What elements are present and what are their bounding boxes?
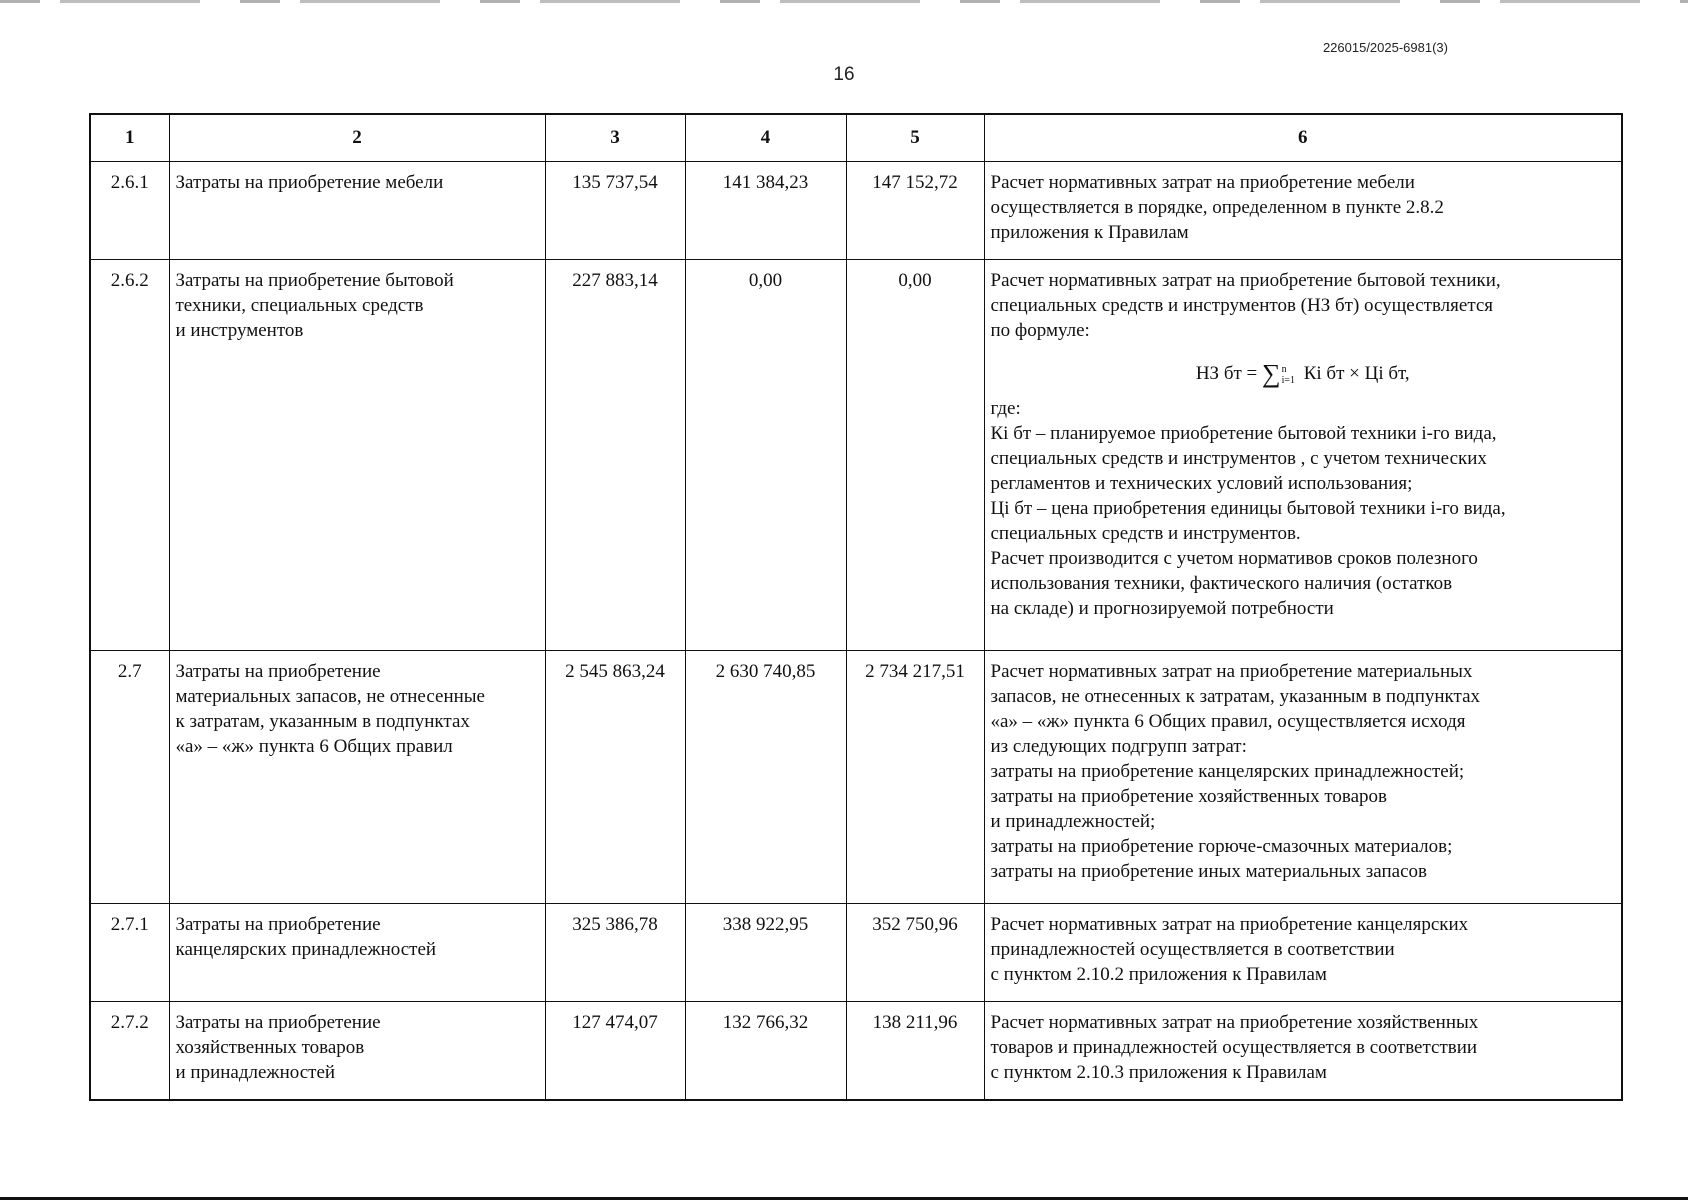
- description-line: приложения к Правилам: [990, 222, 1189, 243]
- description-line: где:: [990, 398, 1021, 419]
- description-line: Кi бт – планируемое приобретение бытовой техники i-го вида,: [990, 423, 1497, 444]
- description-line: использования техники, фактического наличия (остатков: [990, 573, 1453, 594]
- table-header-row: [90, 114, 1622, 162]
- row-description: [984, 651, 1622, 904]
- row-value-col5: 147 152,72: [846, 162, 984, 260]
- column-header-1: 1: [90, 114, 169, 162]
- document-registration-number: 226015/2025-6981(3): [1322, 40, 1448, 55]
- row-name-line: хозяйственных товаров: [175, 1037, 365, 1058]
- table-row: [90, 651, 1622, 904]
- column-header-6: 6: [984, 114, 1622, 162]
- description-line: специальных средств и инструментов , с учетом технических: [990, 448, 1487, 469]
- description-line: принадлежностей осуществляется в соответствии: [990, 939, 1395, 960]
- row-value-col5: 0,00: [846, 260, 984, 651]
- row-name-line: к затратам, указанным в подпунктах: [175, 711, 470, 732]
- description-line: затраты на приобретение хозяйственных товаров: [990, 786, 1388, 807]
- row-value-col4: 0,00: [685, 260, 846, 651]
- row-value-col3: 325 386,78: [545, 904, 685, 1002]
- description-line: Расчет нормативных затрат на приобретение хозяйственных: [990, 1012, 1479, 1033]
- row-name-line: и инструментов: [175, 320, 304, 341]
- sum-lower-limit: i=1: [1281, 374, 1295, 386]
- row-name-line: и принадлежностей: [175, 1062, 336, 1083]
- description-line: специальных средств и инструментов (НЗ бт) осуществляется: [990, 295, 1494, 316]
- description-line: запасов, не отнесенных к затратам, указанным в подпунктах: [990, 686, 1481, 707]
- column-header-3: 3: [545, 114, 685, 162]
- row-code: 2.7: [90, 651, 169, 904]
- row-code: 2.6.2: [90, 260, 169, 651]
- row-code: 2.6.1: [90, 162, 169, 260]
- row-name: [169, 162, 545, 260]
- sum-upper-limit: n: [1281, 363, 1287, 375]
- row-name-line: Затраты на приобретение: [175, 914, 381, 935]
- row-value-col3: 135 737,54: [545, 162, 685, 260]
- column-header-4: 4: [685, 114, 846, 162]
- description-line: по формуле:: [990, 320, 1090, 341]
- description-line: специальных средств и инструментов.: [990, 523, 1301, 544]
- table-row: [90, 260, 1622, 651]
- description-line: затраты на приобретение канцелярских принадлежностей;: [990, 761, 1465, 782]
- column-header-2: 2: [169, 114, 545, 162]
- row-description: [984, 1002, 1622, 1100]
- sum-sigma-symbol: ∑: [1262, 359, 1281, 388]
- description-line: затраты на приобретение горюче-смазочных материалов;: [990, 836, 1453, 857]
- row-value-col4: 2 630 740,85: [685, 651, 846, 904]
- row-name-line: Затраты на приобретение: [175, 661, 381, 682]
- table-row: [90, 162, 1622, 260]
- top-scan-rule: [0, 0, 1688, 3]
- row-code: 2.7.2: [90, 1002, 169, 1100]
- page-number: 16: [833, 64, 855, 85]
- description-line: затраты на приобретение иных материальных запасов: [990, 861, 1427, 882]
- description-line: с пунктом 2.10.2 приложения к Правилам: [990, 964, 1327, 985]
- description-line: регламентов и технических условий использования;: [990, 473, 1413, 494]
- description-line: товаров и принадлежностей осуществляется в соответствии: [990, 1037, 1478, 1058]
- row-value-col5: 2 734 217,51: [846, 651, 984, 904]
- row-name-line: Затраты на приобретение мебели: [175, 172, 444, 193]
- formula-lhs: НЗ бт =: [1195, 363, 1258, 384]
- row-description: [984, 260, 1622, 651]
- row-description: [984, 162, 1622, 260]
- row-value-col5: 352 750,96: [846, 904, 984, 1002]
- row-value-col5: 138 211,96: [846, 1002, 984, 1100]
- formula-rhs: Кi бт × Цi бт,: [1303, 363, 1410, 384]
- description-line: на складе) и прогнозируемой потребности: [990, 598, 1334, 619]
- row-value-col4: 338 922,95: [685, 904, 846, 1002]
- description-line: и принадлежностей;: [990, 811, 1156, 832]
- table-row: [90, 1002, 1622, 1100]
- description-line: Расчет нормативных затрат на приобретение бытовой техники,: [990, 270, 1501, 291]
- row-name-line: техники, специальных средств: [175, 295, 424, 316]
- row-value-col4: 132 766,32: [685, 1002, 846, 1100]
- column-header-5: 5: [846, 114, 984, 162]
- sum-limits: [1282, 364, 1295, 386]
- row-value-col3: 2 545 863,24: [545, 651, 685, 904]
- row-name: [169, 651, 545, 904]
- row-name: [169, 904, 545, 1002]
- description-line: Расчет нормативных затрат на приобретение мебели: [990, 172, 1415, 193]
- table-row: [90, 904, 1622, 1002]
- description-line: Расчет производится с учетом нормативов сроков полезного: [990, 548, 1478, 569]
- row-name-line: материальных запасов, не отнесенные: [175, 686, 485, 707]
- row-name-line: канцелярских принадлежностей: [175, 939, 437, 960]
- description-line: с пунктом 2.10.3 приложения к Правилам: [990, 1062, 1327, 1083]
- description-line: осуществляется в порядке, определенном в пункте 2.8.2: [990, 197, 1444, 218]
- row-description: [984, 904, 1622, 1002]
- description-line: Расчет нормативных затрат на приобретение материальных: [990, 661, 1473, 682]
- row-value-col4: 141 384,23: [685, 162, 846, 260]
- description-line: Цi бт – цена приобретения единицы бытовой техники i-го вида,: [990, 498, 1506, 519]
- formula: [991, 361, 1616, 386]
- row-value-col3: 127 474,07: [545, 1002, 685, 1100]
- row-name: [169, 260, 545, 651]
- row-code: 2.7.1: [90, 904, 169, 1002]
- row-value-col3: 227 883,14: [545, 260, 685, 651]
- row-name: [169, 1002, 545, 1100]
- description-line: Расчет нормативных затрат на приобретение канцелярских: [990, 914, 1469, 935]
- description-line: «а» – «ж» пункта 6 Общих правил, осуществляется исходя: [990, 711, 1466, 732]
- row-name-line: «а» – «ж» пункта 6 Общих правил: [175, 736, 453, 757]
- row-name-line: Затраты на приобретение бытовой: [175, 270, 454, 291]
- cost-norms-table: [89, 113, 1623, 1101]
- row-name-line: Затраты на приобретение: [175, 1012, 381, 1033]
- description-line: из следующих подгрупп затрат:: [990, 736, 1247, 757]
